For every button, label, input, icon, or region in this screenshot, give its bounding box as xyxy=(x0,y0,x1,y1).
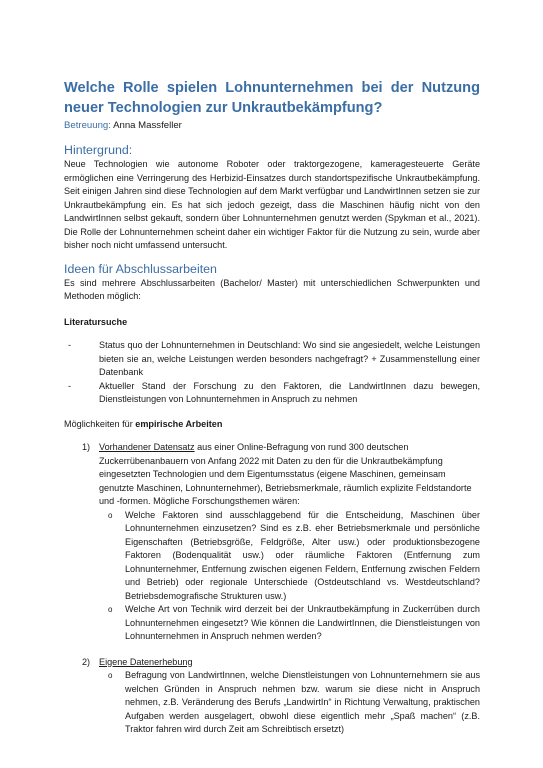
circle-marker: o xyxy=(108,510,113,520)
sub-list xyxy=(99,669,480,737)
item-body xyxy=(99,442,472,506)
supervisor-line xyxy=(64,119,480,132)
background-heading: Hintergrund: xyxy=(64,143,133,157)
list-item xyxy=(64,441,480,644)
background-text: Neue Technologien wie autonome Roboter oder traktorgezogene, kameragesteuerte Geräte ermöglichen eine Verringerung des Herbizid-Einsatzes durch standortspezifische Unkrautbekämpfung. Seit einigen Jahren sind diese Technologien auf dem Markt verfügbar und LandwirtInnen setzen sie zur Unkrautbekämpfung ein. Es hat sich jedoch gezeigt, dass die Maschinen häufig nicht von den LandwirtInnen selbst gekauft, sondern über Lohnunternehmen genutzt werden (Spykman et al., 2021). Die Rolle der Lohnunternehmen scheint daher ein wichtiger Faktor für die Nutzung zu sein, wurde aber bisher noch nicht umfassend untersucht. xyxy=(64,159,480,250)
item-text: aus einer Online-Befragung von rund 300 deutschen Zuckerrübenanbauern von Anfang 2022 mit Daten zu den für die Unkrautbekämpfung eingesetzten Technologien und dem Eigentumsstatus (eigene Maschinen, gemeinsam genutzte Maschinen, Lohnunternehmer), Betriebsmerkmale, räumlich explizite Feldstandorte und -formen. Mögliche Forschungsthemen wären: xyxy=(99,442,472,506)
options-bold: empirische Arbeiten xyxy=(135,418,223,429)
document-content xyxy=(64,78,480,737)
empirical-options-line xyxy=(64,418,480,432)
list-item xyxy=(64,380,480,407)
literature-list xyxy=(64,339,480,407)
options-prefix: Möglichkeiten für xyxy=(64,418,136,429)
empirical-list xyxy=(64,441,480,737)
item-heading: Vorhandener Datensatz xyxy=(99,442,195,452)
sub-list-item xyxy=(99,603,480,644)
dash-marker: - xyxy=(68,340,72,350)
sub-item-text: Welche Faktoren sind ausschlaggebend für die Entscheidung, Maschinen über Lohnunternehmen einzusetzen? Sind es z.B. eher Betriebsmerkmale und persönliche Eigenschaften (Betriebsgröße, Feldgröße, Alter usw.) oder produktionsbezogene Faktoren (Bodenqualität usw.) oder räumliche Faktoren (Entfernung zum Lohnunternehmer, Entfernung zwischen eigenen Feldern, Entfernung zwischen Feldern und Betrieb) oder regionale Unterschiede (Ostdeutschland vs. Westdeutschland? Betriebsdemografische Strukturen usw.) xyxy=(125,509,480,601)
sub-list xyxy=(99,509,480,644)
number-marker: 1) xyxy=(82,442,91,452)
sub-item-text: Befragung von LandwirtInnen, welche Dienstleistungen von Lohnunternehmern sie aus welchen Gründen in Anspruch nehmen bzw. warum sie diese nicht in Anspruch nehmen, z.B. Veränderung des Berufs „LandwirtIn“ in Richtung Verwaltung, praktischen Aufgaben werden ausgelagert, obwohl diese eigentlich mehr „Spaß machen“ (z.B. Traktor fahren wird durch Zeit am Schreibtisch ersetzt) xyxy=(125,670,480,734)
supervisor-label: Betreuung: xyxy=(64,120,111,131)
number-marker: 2) xyxy=(82,656,91,667)
circle-marker: o xyxy=(108,605,113,614)
sub-list-item xyxy=(99,509,480,604)
list-item-text: Status quo der Lohnunternehmen in Deutschland: Wo sind sie angesiedelt, welche Leistungen bieten sie an, welche Leistungen werden besonders nachgefragt? + Zusammenstellung einer Datenbank xyxy=(99,340,480,377)
ideas-intro: Es sind mehrere Abschlussarbeiten (Bachelor/ Master) mit unterschiedlichen Schwerpunkten und Methoden möglich: xyxy=(64,277,480,301)
list-item-text: Aktueller Stand der Forschung zu den Faktoren, die LandwirtInnen dazu bewegen, Dienstleistungen von Lohnunternehmen in Anspruch zu nehmen xyxy=(99,380,480,404)
list-item xyxy=(64,339,480,380)
item-heading: Eigene Datenerhebung xyxy=(99,656,193,667)
ideas-heading: Ideen für Abschlussarbeiten xyxy=(64,261,217,276)
sub-item-text: Welche Art von Technik wird derzeit bei der Unkrautbekämpfung in Zuckerrüben durch Lohnunternehmen eingesetzt? Wie können die LandwirtInnen, die Dienstleistungen von Lohnunternehmen in Anspruch nehmen werden? xyxy=(125,604,480,641)
literature-heading: Literatursuche xyxy=(64,316,128,327)
list-item xyxy=(64,656,480,737)
sub-list-item xyxy=(99,669,480,737)
page-title: Welche Rolle spielen Lohnunternehmen bei der Nutzung neuer Technologien zur Unkrautbekämpfung? xyxy=(64,80,480,116)
circle-marker: o xyxy=(108,671,113,680)
supervisor-name: Anna Massfeller xyxy=(113,120,182,131)
dash-marker: - xyxy=(68,380,72,391)
